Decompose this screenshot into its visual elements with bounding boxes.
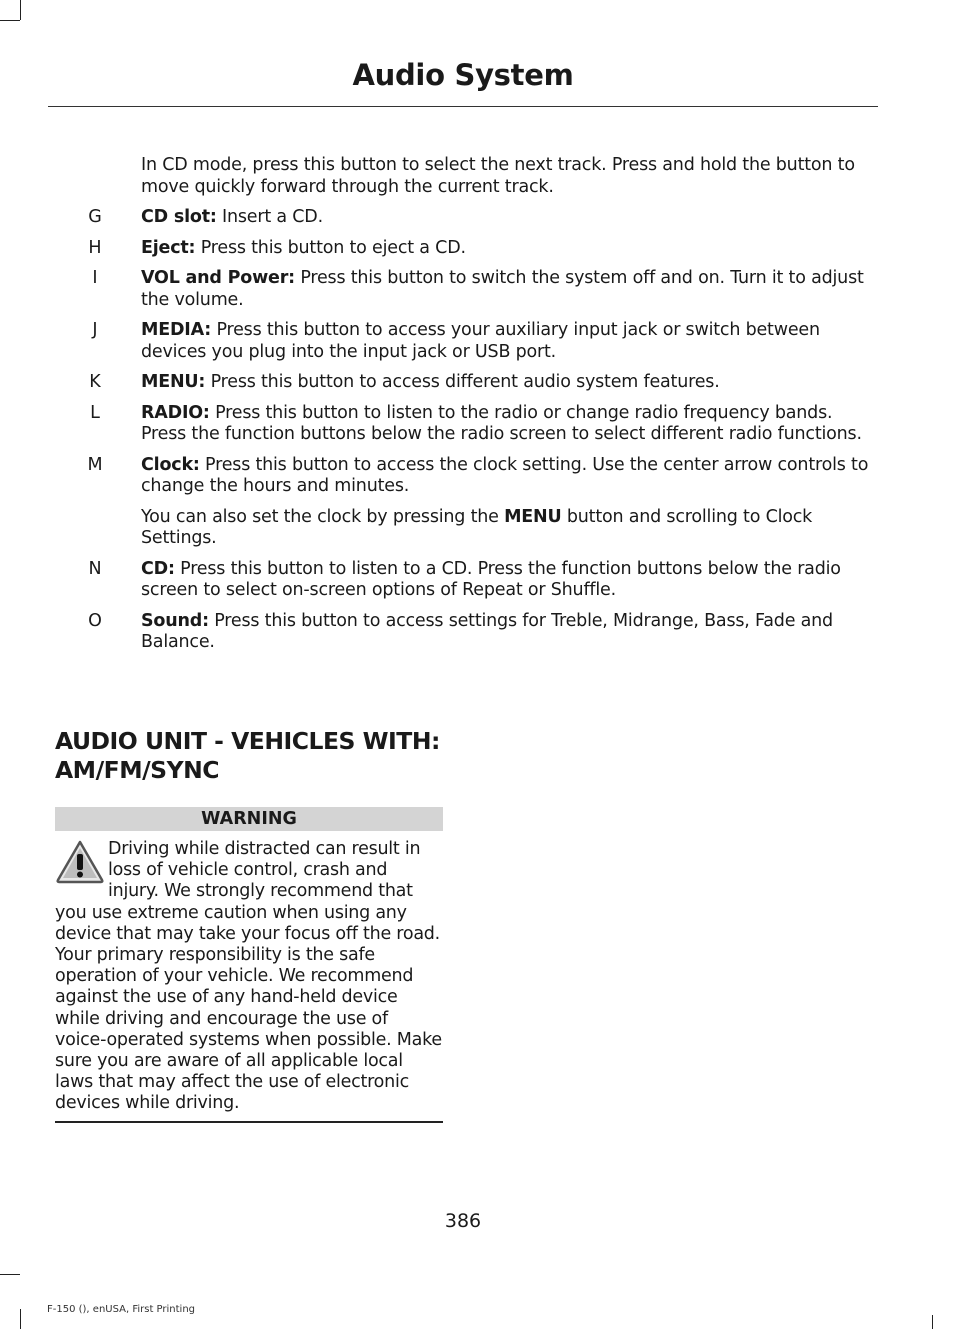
- crop-mark: [932, 1315, 933, 1329]
- item-letter: O: [88, 610, 102, 631]
- warning-triangle-icon: [55, 839, 105, 885]
- item-text: Press this button to access the clock setting. Use the center arrow controls to change the hours and minutes.: [141, 454, 869, 496]
- crop-mark: [20, 0, 21, 20]
- crop-mark: [20, 1309, 21, 1329]
- section-heading: [55, 727, 455, 785]
- item-text: Press this button to switch the system off and on. Turn it to adjust the volume.: [141, 268, 864, 310]
- list-item: [0, 207, 954, 229]
- button-description-list: [0, 155, 954, 663]
- crop-mark: [0, 1274, 20, 1275]
- warning-text: Driving while distracted can result in loss of vehicle control, crash and injury. We strongly recommend that you use extreme caution when using any device that may take your focus off the road. Your primary responsibility is the safe operation of your vehicle. We recommend against the use of any hand-held device while driving and encourage the use of voice-operated systems when possible. Make sure you are aware of all applicable local laws that may affect the use of electronic devices while driving.: [55, 839, 442, 1114]
- item-description: [141, 611, 871, 654]
- page-title: Audio System: [352, 58, 574, 92]
- item-description: [141, 559, 871, 602]
- page-number: 386: [444, 1210, 482, 1232]
- item-letter: H: [88, 237, 102, 258]
- list-item: [0, 238, 954, 260]
- list-item: [0, 611, 954, 654]
- list-item: [0, 507, 954, 550]
- item-text: Press this button to access your auxiliary input jack or switch between devices you plug into the input jack or USB port.: [141, 320, 820, 362]
- item-text: In CD mode, press this button to select the next track. Press and hold the button to move quickly forward through the current track.: [141, 155, 855, 197]
- item-text: Press this button to access different audio system features.: [205, 372, 720, 392]
- item-description: [141, 372, 871, 394]
- item-description: [141, 238, 871, 260]
- item-letter: M: [87, 454, 103, 475]
- list-item: [0, 372, 954, 394]
- item-description: [141, 455, 871, 498]
- list-item: [0, 268, 954, 311]
- warning-box: [55, 839, 443, 1115]
- item-label: CD slot:: [141, 207, 217, 227]
- list-item: [0, 559, 954, 602]
- item-label: Eject:: [141, 237, 196, 258]
- item-description: [141, 507, 871, 550]
- item-letter: G: [88, 207, 102, 227]
- item-text: Press this button to listen to a CD. Press the function buttons below the radio screen to select on-screen options of Repeat or Shuffle.: [141, 558, 841, 600]
- item-text: Press this button to access settings for Treble, Midrange, Bass, Fade and Balance.: [141, 610, 833, 652]
- item-letter: K: [89, 372, 101, 392]
- item-label: VOL and Power:: [141, 268, 295, 288]
- item-text: Insert a CD.: [216, 207, 323, 227]
- item-label: MEDIA:: [141, 320, 212, 340]
- header-divider: [48, 106, 878, 107]
- item-description: [141, 268, 871, 311]
- item-letter: J: [92, 320, 98, 340]
- list-item: [0, 320, 954, 363]
- item-label: MENU:: [141, 372, 206, 392]
- item-text: You can also set the clock by pressing the: [141, 506, 505, 527]
- item-description: [141, 155, 871, 198]
- item-description: [141, 403, 871, 446]
- list-item: [0, 155, 954, 198]
- item-text: button and scrolling to Clock Settings.: [141, 506, 813, 548]
- item-letter: L: [90, 402, 100, 423]
- item-label: MENU: [504, 506, 562, 527]
- item-letter: N: [88, 558, 102, 579]
- warning-heading: WARNING: [55, 807, 443, 831]
- item-text: Press this button to eject a CD.: [195, 237, 466, 258]
- print-info: F-150 (), enUSA, First Printing: [47, 1304, 196, 1315]
- list-item: [0, 455, 954, 498]
- warning-bottom-rule: [55, 1121, 443, 1123]
- section-heading-line: AUDIO UNIT - VEHICLES WITH:: [55, 727, 440, 755]
- item-label: RADIO:: [141, 402, 210, 423]
- item-label: Sound:: [141, 610, 209, 631]
- crop-mark: [0, 20, 20, 21]
- item-description: [141, 207, 871, 229]
- item-description: [141, 320, 871, 363]
- list-item: [0, 403, 954, 446]
- item-text: Press this button to listen to the radio or change radio frequency bands. Press the function buttons below the radio screen to select different radio functions.: [141, 402, 862, 444]
- item-label: Clock:: [141, 454, 200, 475]
- item-letter: I: [92, 268, 98, 288]
- section-heading-line: AM/FM/SYNC: [55, 756, 220, 784]
- item-label: CD:: [141, 558, 175, 579]
